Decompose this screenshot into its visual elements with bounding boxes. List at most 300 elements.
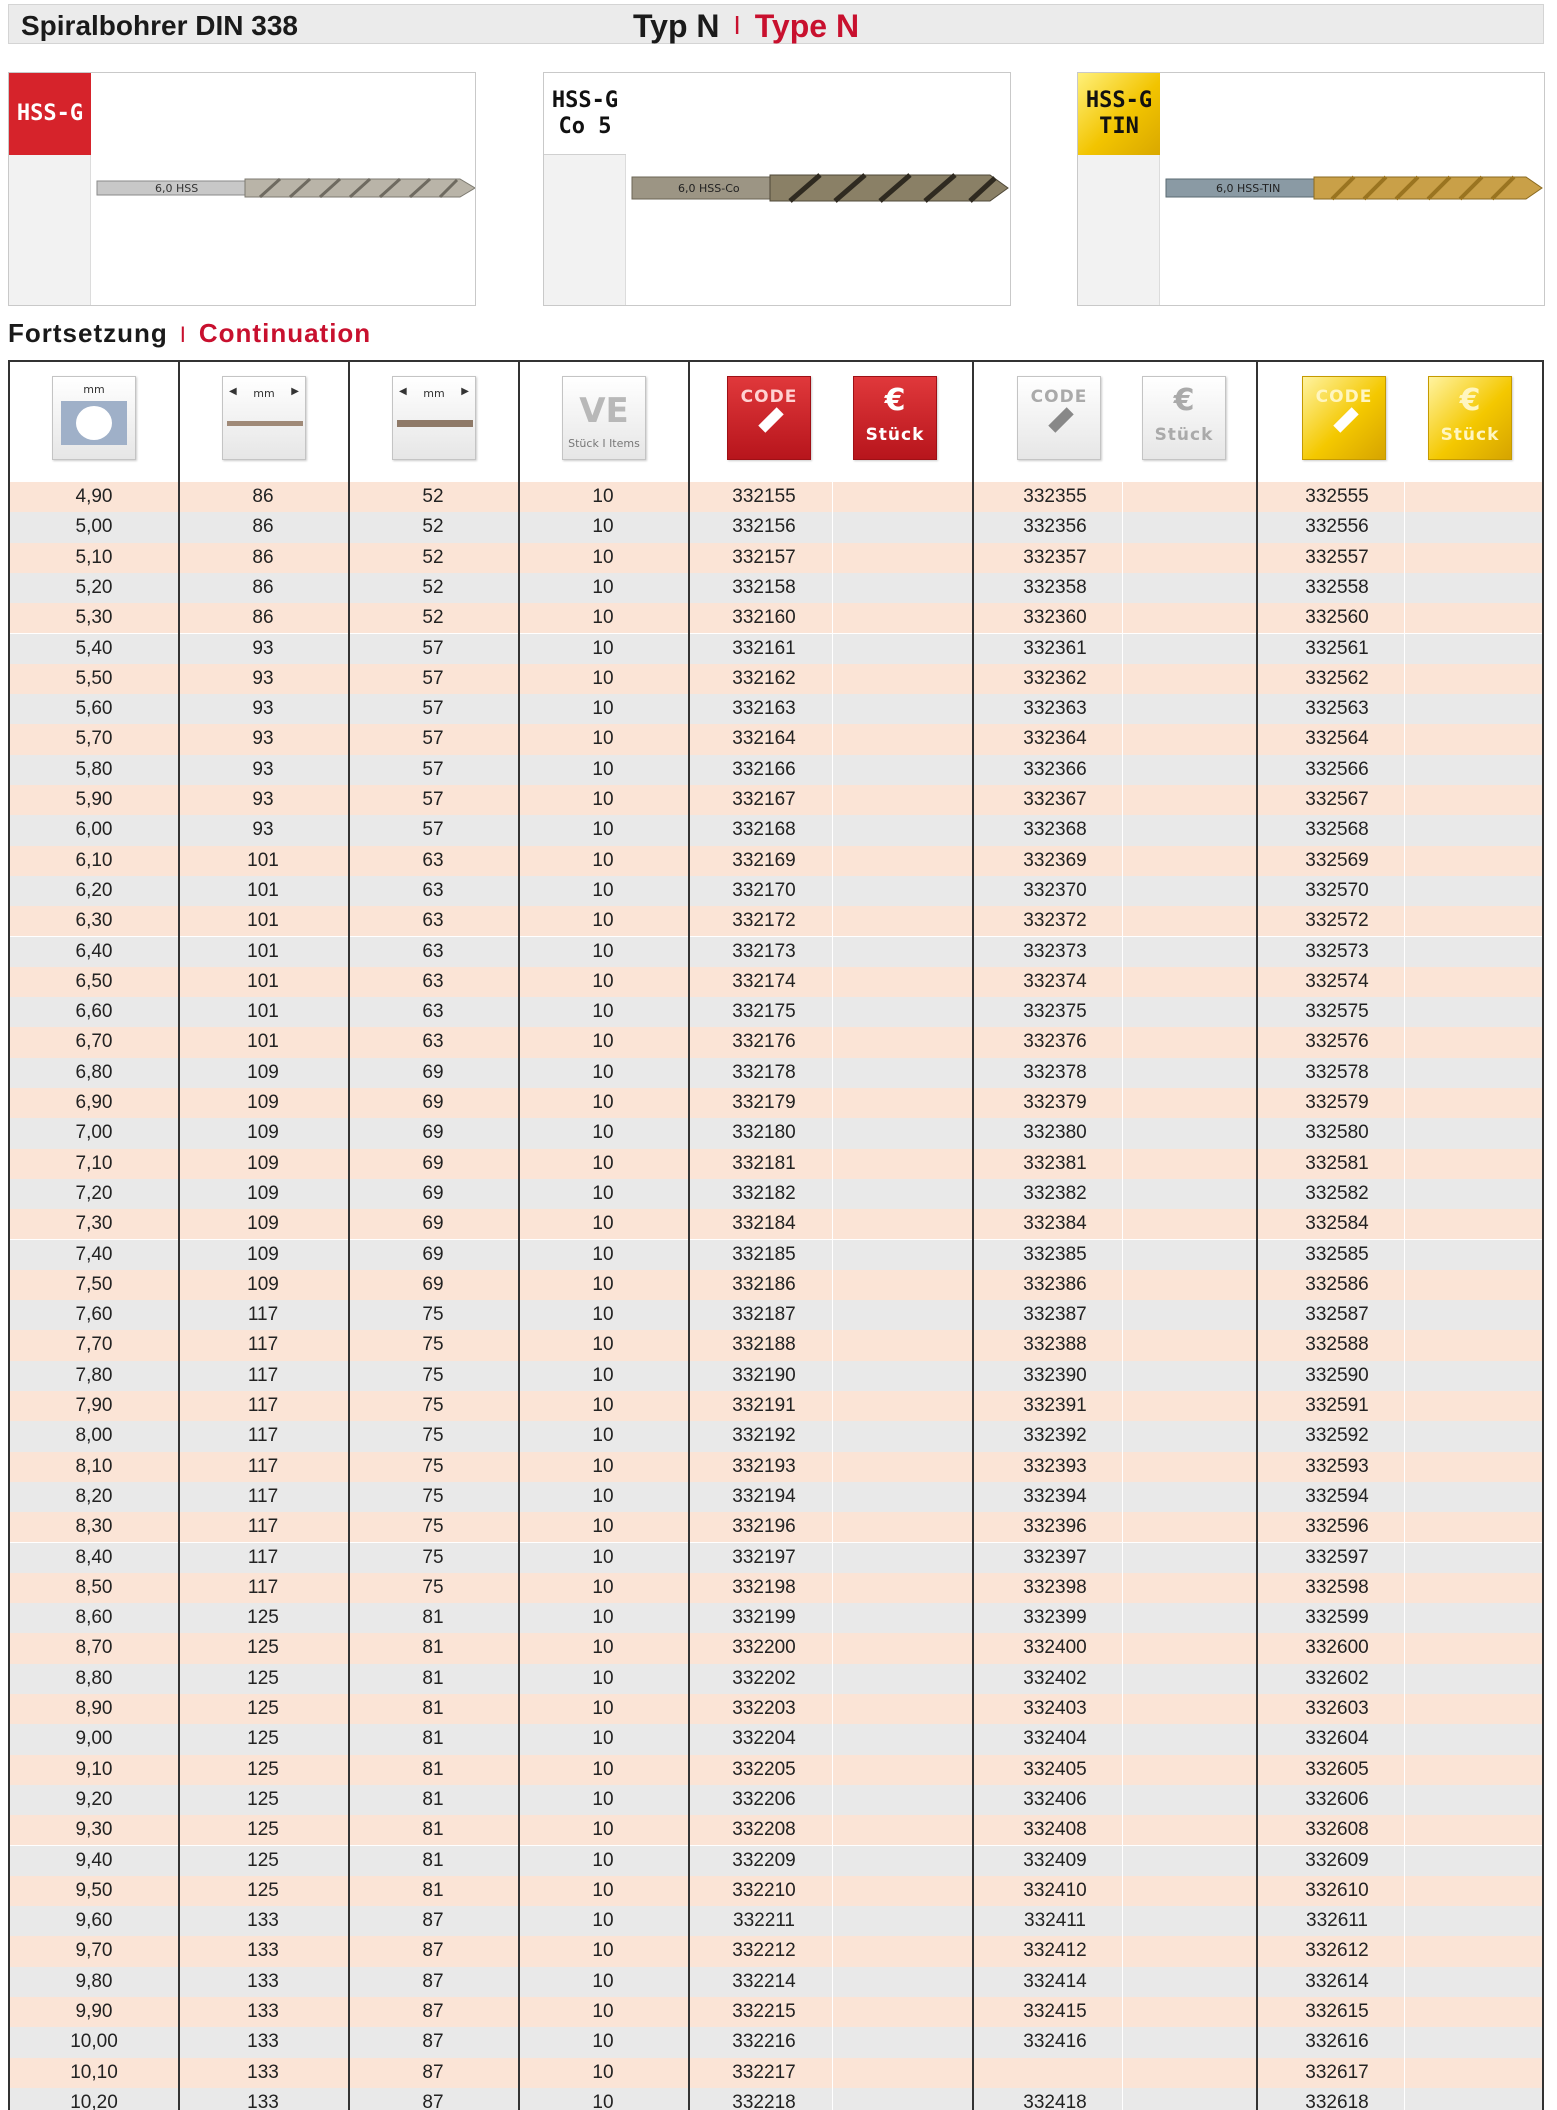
table-cell: 10 [592,728,614,750]
table-cell: 93 [252,698,274,720]
drill-table [8,360,1544,2110]
table-cell: 332156 [732,516,796,538]
table-row [10,1330,1542,1360]
table-cell: 10 [592,1061,614,1083]
table-cell: 10 [592,1910,614,1932]
euro-icon: € [1459,383,1481,418]
table-row [10,1512,1542,1542]
table-cell: 332393 [1023,1455,1087,1477]
price-cell-divider [1404,1694,1405,1724]
column-divider [178,362,180,2110]
table-cell: 133 [247,2091,279,2110]
price-cell-divider [1404,664,1405,694]
price-cell-divider [1122,664,1123,694]
table-row [10,1906,1542,1936]
table-cell: 75 [422,1304,444,1326]
price-cell-divider [1404,1997,1405,2027]
table-cell: 4,90 [75,486,113,507]
table-row [10,1573,1542,1603]
price-cell-divider [1122,1149,1123,1179]
drill-sketch [227,421,303,426]
table-cell: 6,00 [75,819,113,841]
price-cell-divider [832,1118,833,1148]
price-cell-divider [1122,1876,1123,1906]
price-cell-divider [832,1876,833,1906]
table-cell: 332388 [1023,1334,1087,1356]
table-cell: 81 [422,1849,444,1871]
price-cell-divider [832,1149,833,1179]
table-cell: 125 [247,1879,279,1901]
table-cell: 10 [592,1758,614,1780]
price-cell-divider [1122,634,1123,664]
price-cell-divider [1404,1088,1405,1118]
table-cell: 63 [422,849,444,871]
stueck-label: Stück [1154,425,1214,445]
price-cell-divider [832,1058,833,1088]
table-cell: 332374 [1023,970,1087,992]
table-cell: 10 [592,910,614,932]
table-cell: 10 [592,546,614,568]
price-cell-divider [1404,1603,1405,1633]
table-cell: 10 [592,1485,614,1507]
table-cell: 332162 [732,667,796,689]
table-cell: 332187 [732,1304,796,1326]
stueck-label: Stück [865,425,925,445]
price-cell-divider [832,906,833,936]
table-cell: 5,50 [75,667,113,689]
price-cell-divider [1404,1058,1405,1088]
table-cell: 332178 [732,1061,796,1083]
price-cell-divider [832,1543,833,1573]
table-cell: 10 [592,940,614,962]
table-cell: 10 [592,1819,614,1841]
table-row [10,512,1542,542]
table-cell: 332576 [1305,1031,1369,1053]
price-cell-divider [1404,815,1405,845]
table-cell: 10,00 [70,2031,118,2053]
table-cell: 10 [592,1092,614,1113]
price-cell-divider [1404,724,1405,754]
price-cell-divider [1404,1785,1405,1815]
price-cell-divider [832,482,833,512]
table-cell: 332390 [1023,1364,1087,1386]
price-cell-divider [1122,1058,1123,1088]
table-cell: 332404 [1023,1728,1087,1750]
price-cell-divider [832,664,833,694]
table-row [10,1997,1542,2027]
badge-hss-g-tin [1078,73,1160,155]
table-cell: 332609 [1305,1849,1369,1871]
price-cell-divider [832,1209,833,1239]
price-cell-divider [1404,2058,1405,2088]
table-cell: 109 [247,1092,279,1113]
price-cell-divider [1122,846,1123,876]
table-cell: 10 [592,2031,614,2053]
table-cell: 69 [422,1152,444,1174]
table-cell: 10 [592,758,614,780]
price-cell-divider [832,1603,833,1633]
table-cell: 332560 [1305,607,1369,629]
table-cell: 125 [247,1667,279,1689]
table-cell: 57 [422,637,444,659]
price-cell-divider [1122,1573,1123,1603]
price-cell-divider [1404,1876,1405,1906]
table-cell: 332614 [1305,1970,1369,1992]
table-row [10,967,1542,997]
table-cell: 81 [422,1819,444,1841]
table-cell: 332563 [1305,698,1369,720]
price-icon-hss-g-tin [1428,376,1512,460]
table-cell: 332158 [732,576,796,598]
table-cell: 332599 [1305,1607,1369,1629]
table-cell: 332191 [732,1395,796,1416]
price-cell-divider [1122,724,1123,754]
table-row [10,1785,1542,1815]
table-cell: 332608 [1305,1819,1369,1841]
price-cell-divider [832,876,833,906]
table-cell: 332369 [1023,849,1087,871]
table-cell: 10 [592,789,614,810]
table-cell: 10 [592,1546,614,1568]
price-cell-divider [1404,785,1405,815]
table-cell: 10 [592,2061,614,2083]
table-cell: 125 [247,1698,279,1719]
code-icon-hss-g-tin [1302,376,1386,460]
continuation-heading [8,318,371,349]
table-cell: 332591 [1305,1395,1369,1416]
total-length-unit: mm [253,387,275,400]
price-cell-divider [1122,603,1123,633]
table-cell: 101 [247,849,279,871]
table-cell: 332166 [732,758,796,780]
table-row [10,1209,1542,1239]
table-cell: 117 [247,1334,279,1356]
table-cell: 81 [422,1637,444,1659]
table-cell: 332373 [1023,940,1087,962]
table-cell: 63 [422,910,444,932]
type-heading-separator: I [733,10,741,40]
table-cell: 7,70 [75,1334,113,1356]
table-cell: 332561 [1305,637,1369,659]
price-cell-divider [832,573,833,603]
table-cell: 93 [252,789,274,810]
price-cell-divider [832,543,833,573]
table-cell: 57 [422,698,444,720]
table-cell: 101 [247,1001,279,1023]
table-cell: 10 [592,849,614,871]
price-cell-divider [1404,1118,1405,1148]
pencil-icon [1048,407,1073,432]
table-cell: 332212 [732,1940,796,1962]
table-cell: 6,70 [75,1031,113,1053]
table-cell: 101 [247,1031,279,1053]
table-cell: 10 [592,1122,614,1144]
table-cell: 10 [592,1637,614,1659]
table-cell: 8,30 [75,1516,113,1538]
price-cell-divider [1404,543,1405,573]
table-cell: 332590 [1305,1364,1369,1386]
price-cell-divider [1404,1482,1405,1512]
table-row [10,1543,1542,1573]
table-cell: 332372 [1023,910,1087,932]
price-cell-divider [832,1482,833,1512]
table-cell: 332597 [1305,1546,1369,1568]
table-cell: 5,10 [75,546,113,568]
price-cell-divider [1122,1209,1123,1239]
table-row [10,694,1542,724]
table-cell: 101 [247,940,279,962]
table-row [10,815,1542,845]
table-cell: 8,90 [75,1698,113,1719]
table-cell: 10 [592,516,614,538]
table-row [10,1846,1542,1876]
pencil-icon [758,407,783,432]
table-row [10,997,1542,1027]
table-cell: 9,10 [75,1758,113,1780]
price-cell-divider [832,815,833,845]
table-cell: 332169 [732,849,796,871]
table-cell: 332415 [1023,2001,1087,2022]
table-cell: 332362 [1023,667,1087,689]
price-cell-divider [1122,1482,1123,1512]
price-cell-divider [1122,1088,1123,1118]
table-cell: 332198 [732,1576,796,1598]
price-cell-divider [1404,512,1405,542]
price-cell-divider [1122,1391,1123,1421]
table-row [10,603,1542,633]
table-cell: 332566 [1305,758,1369,780]
euro-icon: € [884,383,906,418]
price-cell-divider [832,937,833,967]
price-cell-divider [1404,1179,1405,1209]
table-cell: 69 [422,1122,444,1144]
price-cell-divider [1122,1421,1123,1451]
price-cell-divider [1122,1300,1123,1330]
table-cell: 7,00 [75,1122,113,1144]
total-length-icon [222,376,306,460]
euro-icon: € [1173,383,1195,418]
table-cell: 57 [422,728,444,750]
table-cell: 117 [247,1364,279,1386]
table-cell: 10 [592,1031,614,1053]
diameter-icon [52,376,136,460]
table-cell: 332408 [1023,1819,1087,1841]
code-icon-hss-g-co5 [1017,376,1101,460]
table-cell: 10 [592,1455,614,1477]
table-cell: 332562 [1305,667,1369,689]
price-cell-divider [832,1088,833,1118]
price-cell-divider [832,1300,833,1330]
table-cell: 332185 [732,1243,796,1265]
price-cell-divider [832,1421,833,1451]
table-cell: 6,40 [75,940,113,962]
table-cell: 69 [422,1061,444,1083]
price-cell-divider [1404,2088,1405,2110]
table-cell: 10 [592,1395,614,1416]
table-cell: 332364 [1023,728,1087,750]
table-cell: 69 [422,1213,444,1235]
table-cell: 57 [422,667,444,689]
price-cell-divider [832,785,833,815]
price-cell-divider [832,1633,833,1663]
price-cell-divider [1404,1815,1405,1845]
table-cell: 332360 [1023,607,1087,629]
type-heading [633,8,859,45]
table-cell: 69 [422,1092,444,1113]
table-cell: 9,80 [75,1970,113,1992]
badge-line-2: TIN [1099,114,1139,139]
table-header [10,362,1542,482]
table-cell: 117 [247,1425,279,1447]
table-cell: 9,40 [75,1849,113,1871]
price-cell-divider [1122,1724,1123,1754]
table-cell: 332181 [732,1152,796,1174]
table-cell: 332612 [1305,1940,1369,1962]
table-row [10,1694,1542,1724]
table-row [10,1240,1542,1270]
table-cell: 332172 [732,910,796,932]
table-cell: 332403 [1023,1698,1087,1719]
table-cell: 86 [252,576,274,598]
price-cell-divider [1122,1452,1123,1482]
table-cell: 332190 [732,1364,796,1386]
table-cell: 332355 [1023,486,1087,507]
price-cell-divider [1404,1027,1405,1057]
table-cell: 332214 [732,1970,796,1992]
table-cell: 8,40 [75,1546,113,1568]
table-cell: 332600 [1305,1637,1369,1659]
table-cell: 332400 [1023,1637,1087,1659]
type-heading-en: Type N [754,8,860,44]
price-cell-divider [1122,1240,1123,1270]
table-cell: 332402 [1023,1667,1087,1689]
table-row [10,1179,1542,1209]
table-cell: 332606 [1305,1788,1369,1810]
table-row [10,573,1542,603]
price-cell-divider [832,634,833,664]
table-cell: 57 [422,819,444,841]
table-cell: 69 [422,1182,444,1204]
table-cell: 133 [247,1940,279,1962]
table-cell: 8,80 [75,1667,113,1689]
table-cell: 8,00 [75,1425,113,1447]
table-cell: 10 [592,607,614,629]
table-row [10,543,1542,573]
table-cell: 10 [592,1788,614,1810]
code-icon-hss-g [727,376,811,460]
code-label: CODE [1315,387,1373,407]
table-cell: 10 [592,1304,614,1326]
price-cell-divider [1404,1330,1405,1360]
price-cell-divider [1122,1936,1123,1966]
table-cell: 9,70 [75,1940,113,1962]
stueck-label: Stück [1440,425,1500,445]
table-cell: 10 [592,1728,614,1750]
table-cell: 332376 [1023,1031,1087,1053]
table-cell: 332217 [732,2061,796,2083]
table-row [10,1149,1542,1179]
price-cell-divider [1122,1603,1123,1633]
price-cell-divider [1404,1240,1405,1270]
price-cell-divider [832,1815,833,1845]
table-cell: 332596 [1305,1516,1369,1538]
table-cell: 332605 [1305,1758,1369,1780]
price-cell-divider [832,1512,833,1542]
table-cell: 332211 [733,1910,795,1932]
table-row [10,1118,1542,1148]
table-cell: 332184 [732,1213,796,1235]
table-cell: 10 [592,1364,614,1386]
table-row [10,1633,1542,1663]
table-row [10,785,1542,815]
table-cell: 332603 [1305,1698,1369,1719]
price-cell-divider [1404,997,1405,1027]
table-cell: 8,50 [75,1576,113,1598]
price-cell-divider [832,1936,833,1966]
table-cell: 10 [592,1516,614,1538]
table-cell: 332205 [732,1758,796,1780]
price-cell-divider [832,512,833,542]
table-row [10,1482,1542,1512]
table-cell: 332604 [1305,1728,1369,1750]
price-cell-divider [832,1361,833,1391]
price-cell-divider [1122,997,1123,1027]
table-cell: 332179 [732,1092,796,1113]
table-cell: 75 [422,1485,444,1507]
price-icon-hss-g-co5 [1142,376,1226,460]
column-divider [348,362,350,2110]
table-cell: 332215 [732,2001,796,2022]
price-cell-divider [1122,1361,1123,1391]
table-cell: 332208 [732,1819,796,1841]
table-cell: 332574 [1305,970,1369,992]
table-cell: 117 [247,1576,279,1598]
table-cell: 332598 [1305,1576,1369,1598]
price-cell-divider [1122,1755,1123,1785]
table-cell: 75 [422,1576,444,1598]
table-cell: 86 [252,607,274,629]
table-cell: 133 [247,2061,279,2083]
price-cell-divider [1404,1936,1405,1966]
table-cell: 332410 [1023,1879,1087,1901]
table-cell: 75 [422,1364,444,1386]
table-cell: 10,10 [70,2061,118,2083]
price-cell-divider [1404,2027,1405,2057]
arrow-left-icon: ◀ [229,386,237,397]
table-cell: 332160 [732,607,796,629]
arrow-left-icon: ◀ [399,386,407,397]
table-cell: 93 [252,728,274,750]
table-cell: 81 [422,1728,444,1750]
table-cell: 69 [422,1243,444,1265]
table-cell: 7,40 [75,1243,113,1265]
price-cell-divider [1122,1179,1123,1209]
table-cell: 75 [422,1516,444,1538]
table-cell: 332396 [1023,1516,1087,1538]
table-cell: 75 [422,1334,444,1356]
table-cell: 332594 [1305,1485,1369,1507]
price-cell-divider [1122,573,1123,603]
table-cell: 332194 [732,1485,796,1507]
table-cell: 10 [592,2001,614,2022]
price-cell-divider [1404,1755,1405,1785]
ve-sublabel: Stück I Items [568,437,640,450]
column-divider [688,362,690,2110]
table-row [10,1876,1542,1906]
price-cell-divider [1404,573,1405,603]
price-cell-divider [1122,1694,1123,1724]
price-cell-divider [832,1452,833,1482]
